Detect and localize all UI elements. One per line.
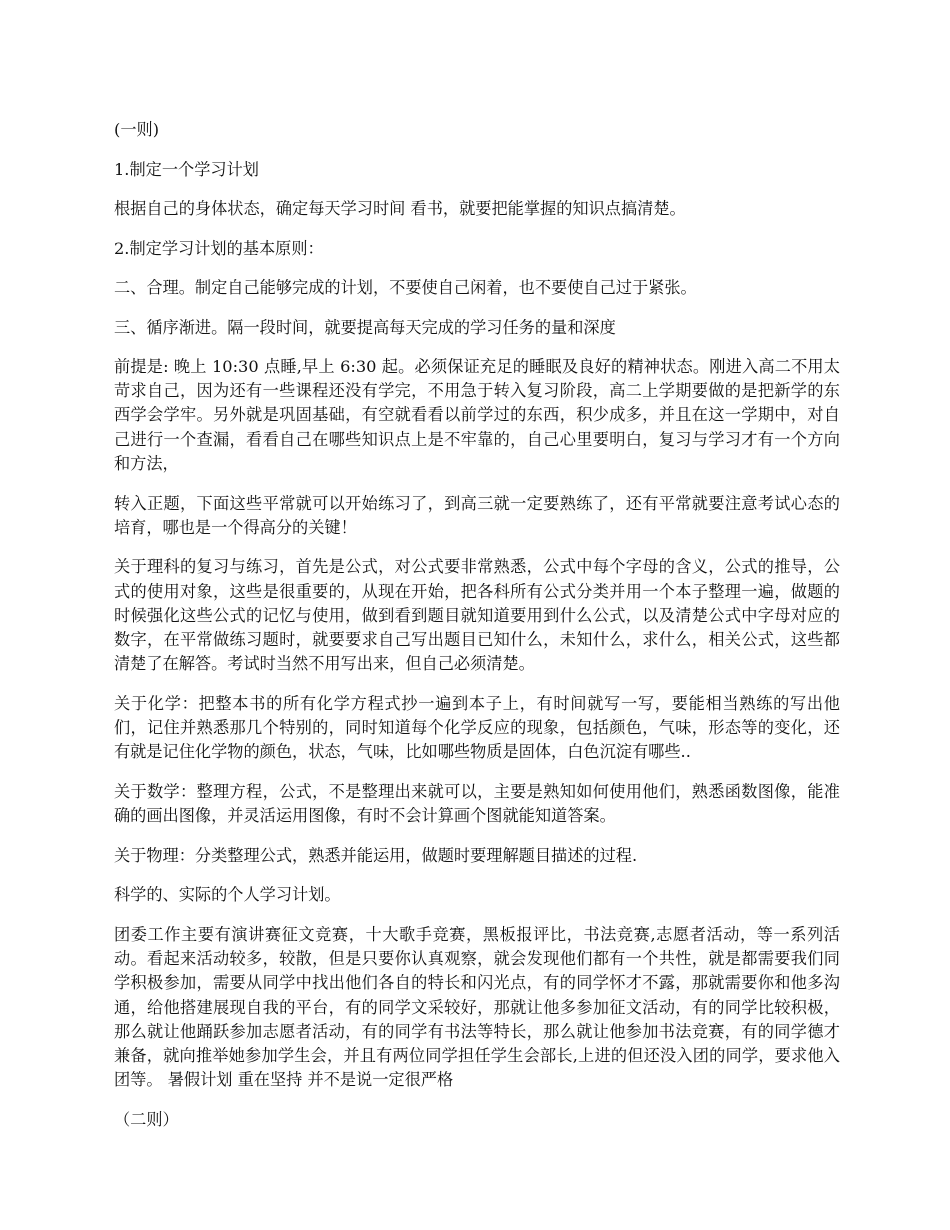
paragraph-science-review: 关于理科的复习与练习，首先是公式，对公式要非常熟悉，公式中每个字母的含义，公式的推导，公式的使用对象，这些是很重要的，从现在开始，把各科所有公式分类并用一个本子整理一遍，做题的时候强化这些公式的记忆与使用，做到看到题目就知道要用到什么公式，以及清楚公式中字母对应的数字，在平常做练习题时，就要要求自己写出题目已知什么，未知什么，求什么，相关公式，这些都清楚了在解答。考试时当然不用写出来，但自己必须清楚。	[114, 557, 840, 674]
paragraph-reasonable: 二、合理。制定自己能够完成的计划，不要使自己闲着，也不要使自己过于紧张。	[114, 278, 697, 297]
paragraph-physics: 关于物理：分类整理公式，熟悉并能运用，做题时要理解题目描述的过程.	[114, 845, 638, 865]
section-heading-2: （二则）	[114, 1109, 179, 1129]
paragraph-body-state: 根据自己的身体状态，确定每天学习时间 看书，就要把能掌握的知识点搞清楚。	[114, 199, 686, 218]
paragraph-math: 关于数学：整理方程，公式，不是整理出来就可以，主要是熟知如何使用他们，熟悉函数图像，能准确的画出图像，并灵活运用图像，有时不会计算画个图就能知道答案。	[114, 782, 840, 826]
heading-make-plan: 1.制定一个学习计划	[114, 159, 259, 179]
heading-principles: 2.制定学习计划的基本原则：	[114, 238, 324, 258]
paragraph-gradual: 三、循序渐进。隔一段时间，就要提高每天完成的学习任务的量和深度	[114, 317, 616, 337]
paragraph-chemistry: 关于化学：把整本书的所有化学方程式抄一遍到本子上，有时间就写一写，要能相当熟练的写出他们，记住并熟悉那几个特别的，同时知道每个化学反应的现象，包括颜色，气味，形态等的变化，还有就是记住化学物的颜色，状态，气味，比如哪些物质是固体，白色沉淀有哪些..	[114, 693, 840, 762]
paragraph-premise: 前提是: 晚上 10:30 点睡,早上 6:30 起。必须保证充足的睡眠及良好的精神状态。刚进入高二不用太苛求自己，因为还有一些课程还没有学完，不用急于转入复习阶段，高二上学期要做的是把新学的东西学会学牢。另外就是巩固基础，有空就看看以前学过的东西，积少成多，并且在这一学期中，对自己进行一个查漏，看看自己在哪些知识点上是不牢靠的，自己心里要明白，复习与学习才有一个方向和方法，	[114, 357, 840, 473]
document-body	[114, 118, 840, 1147]
section-heading-1: (一则)	[114, 120, 160, 139]
paragraph-league-work: 团委工作主要有演讲赛征文竞赛，十大歌手竞赛，黑板报评比，书法竞赛,志愿者活动，等一系列活动。看起来活动较多，较散，但是只要你认真观察，就会发现他们都有一个共性，就是都需要我们同学积极参加，需要从同学中找出他们各自的特长和闪光点，有的同学怀才不露，那就需要你和他多沟通，给他搭建展现自我的平台，有的同学文采较好，那就让他多参加征文活动，有的同学比较积极，那么就让他踊跃参加志愿者活动，有的同学有书法等特长，那么就让他参加书法竞赛，有的同学德才兼备，就向推举她参加学生会，并且有两位同学担任学生会部长,上进的但还没入团的同学，要求他入团等。 暑假计划 重在坚持 并不是说一定很严格	[114, 924, 840, 1090]
paragraph-scientific-plan: 科学的、实际的个人学习计划。	[114, 885, 341, 905]
paragraph-main-topic: 转入正题，下面这些平常就可以开始练习了，到高三就一定要熟练了，还有平常就要注意考试心态的培育，哪也是一个得高分的关键！	[114, 493, 840, 537]
